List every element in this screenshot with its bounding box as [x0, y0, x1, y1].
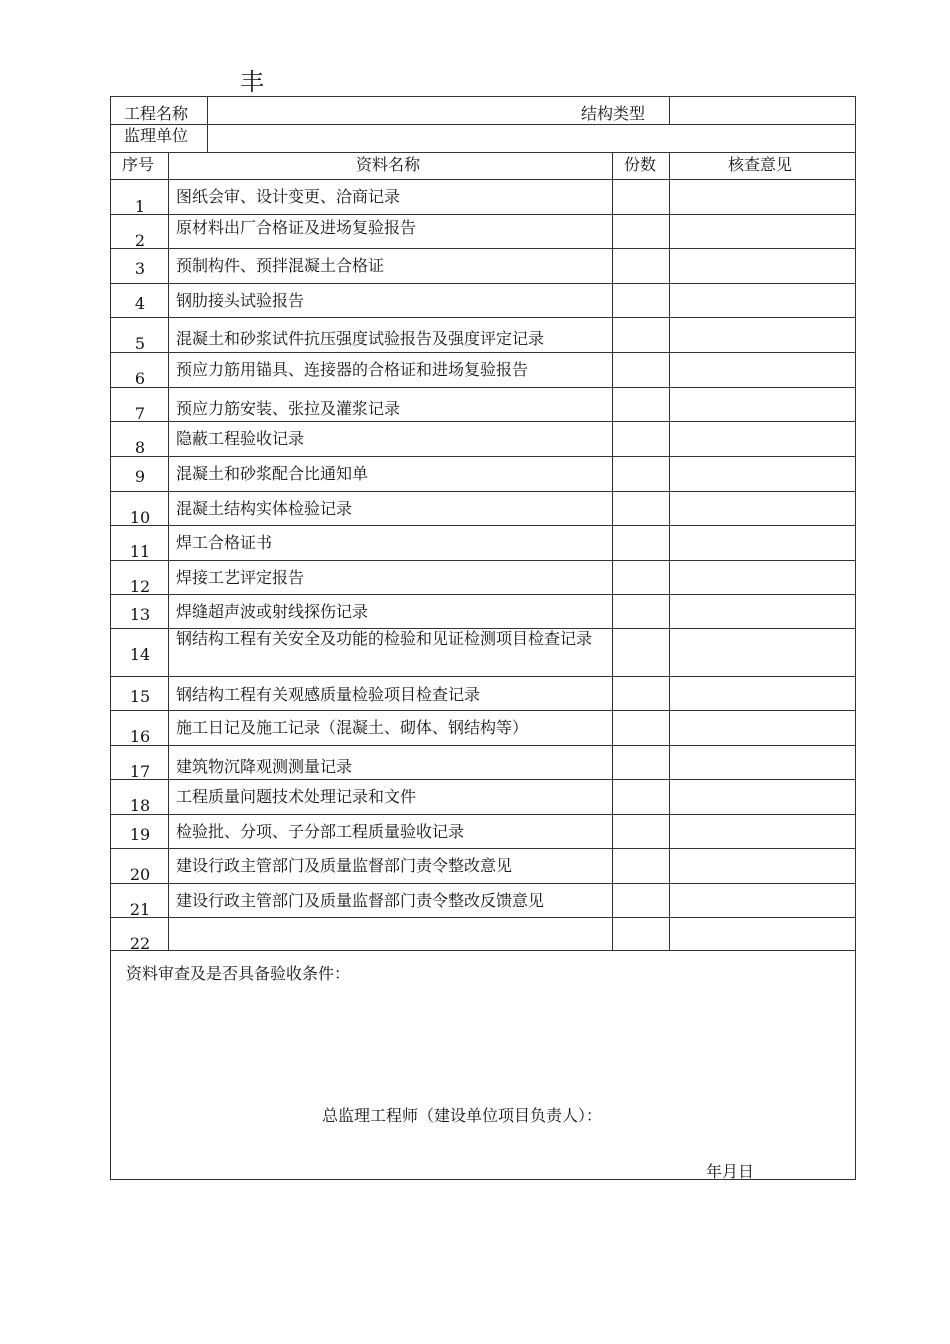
- opinion-cell[interactable]: [671, 850, 854, 878]
- copies-cell[interactable]: [614, 285, 667, 313]
- row-divider: [110, 152, 856, 153]
- review-conditions-field[interactable]: [124, 988, 844, 1088]
- row-divider: [110, 179, 856, 180]
- document-name: 混凝土和砂浆试件抗压强度试验报告及强度评定记录: [176, 329, 545, 348]
- row-number: 4: [134, 294, 146, 313]
- supervision-unit-label: 监理单位: [124, 126, 189, 145]
- row-divider: [110, 814, 856, 815]
- opinion-cell[interactable]: [671, 319, 854, 347]
- column-divider: [207, 96, 208, 152]
- document-name: 工程质量问题技术处理记录和文件: [176, 787, 417, 806]
- document-name: 检验批、分项、子分部工程质量验收记录: [176, 822, 465, 841]
- copies-cell[interactable]: [614, 319, 667, 347]
- document-name: 原材料出厂合格证及进场复验报告: [176, 218, 417, 237]
- row-divider: [110, 283, 856, 284]
- row-number: 6: [134, 369, 146, 388]
- column-divider: [612, 152, 613, 950]
- row-number: 18: [129, 796, 151, 815]
- row-divider: [110, 387, 856, 388]
- row-divider: [110, 317, 856, 318]
- row-divider: [110, 676, 856, 677]
- structure-type-field[interactable]: [672, 98, 852, 124]
- opinion-cell[interactable]: [671, 250, 854, 278]
- opinion-cell[interactable]: [671, 389, 854, 417]
- row-number: 20: [129, 865, 151, 884]
- row-number: 5: [134, 334, 146, 353]
- column-divider: [669, 96, 670, 124]
- row-divider: [110, 594, 856, 595]
- opinion-cell[interactable]: [671, 493, 854, 521]
- copies-cell[interactable]: [614, 816, 667, 844]
- copies-cell[interactable]: [614, 216, 667, 244]
- opinion-cell[interactable]: [671, 216, 854, 244]
- row-number: 13: [129, 605, 151, 624]
- row-divider: [110, 917, 856, 918]
- copies-cell[interactable]: [614, 389, 667, 417]
- document-name: 混凝土结构实体检验记录: [176, 499, 353, 518]
- copies-cell[interactable]: [614, 354, 667, 382]
- document-name: 施工日记及施工记录（混凝土、砌体、钢结构等）: [176, 718, 529, 737]
- row-divider: [110, 124, 856, 125]
- document-name: 焊缝超声波或射线探伤记录: [176, 602, 369, 621]
- copies-cell[interactable]: [614, 678, 667, 706]
- document-name: 混凝土和砂浆配合比通知单: [176, 464, 369, 483]
- opinion-cell[interactable]: [671, 885, 854, 913]
- copies-cell[interactable]: [614, 493, 667, 521]
- copies-cell[interactable]: [614, 596, 667, 624]
- column-header-copies: 份数: [624, 155, 657, 174]
- row-divider: [110, 491, 856, 492]
- row-number: 8: [134, 438, 146, 457]
- structure-type-label: 结构类型: [581, 104, 646, 123]
- project-name-label: 工程名称: [124, 104, 189, 123]
- copies-cell[interactable]: [614, 458, 667, 486]
- copies-cell[interactable]: [614, 712, 667, 740]
- opinion-cell[interactable]: [671, 285, 854, 313]
- row-divider: [110, 456, 856, 457]
- row-divider: [110, 745, 856, 746]
- project-name-field[interactable]: [210, 98, 570, 124]
- opinion-cell[interactable]: [671, 458, 854, 486]
- row-number: 1: [134, 197, 146, 216]
- opinion-cell[interactable]: [671, 747, 854, 775]
- row-number: 17: [129, 762, 151, 781]
- copies-cell[interactable]: [614, 181, 667, 209]
- column-header-name: 资料名称: [356, 155, 421, 174]
- copies-cell[interactable]: [614, 885, 667, 913]
- row-divider: [110, 560, 856, 561]
- copies-cell[interactable]: [614, 919, 667, 947]
- opinion-cell[interactable]: [671, 562, 854, 590]
- row-divider: [110, 710, 856, 711]
- opinion-cell[interactable]: [671, 354, 854, 382]
- chief-supervisor-signature-label: 总监理工程师（建设单位项目负责人）：: [322, 1106, 603, 1125]
- row-divider: [110, 248, 856, 249]
- row-divider: [110, 525, 856, 526]
- column-header-no: 序号: [122, 155, 155, 174]
- row-number: 15: [129, 687, 151, 706]
- opinion-cell[interactable]: [671, 181, 854, 209]
- row-number: 21: [129, 900, 151, 919]
- copies-cell[interactable]: [614, 250, 667, 278]
- copies-cell[interactable]: [614, 747, 667, 775]
- opinion-cell[interactable]: [671, 712, 854, 740]
- document-name: 钢结构工程有关安全及功能的检验和见证检测项目检查记录: [176, 629, 593, 648]
- document-name: 建设行政主管部门及质量监督部门责令整改意见: [176, 856, 513, 875]
- row-divider: [110, 352, 856, 353]
- row-divider: [110, 848, 856, 849]
- opinion-cell[interactable]: [671, 596, 854, 624]
- opinion-cell[interactable]: [671, 423, 854, 451]
- document-name: 焊工合格证书: [176, 533, 273, 552]
- document-name: 预应力筋安装、张拉及灌浆记录: [176, 399, 401, 418]
- document-name: 建筑物沉降观测测量记录: [176, 757, 353, 776]
- row-divider: [110, 421, 856, 422]
- row-number: 22: [129, 934, 151, 953]
- opinion-cell[interactable]: [671, 527, 854, 555]
- copies-cell[interactable]: [614, 423, 667, 451]
- row-number: 19: [129, 825, 151, 844]
- opinion-cell[interactable]: [671, 816, 854, 844]
- column-divider: [669, 152, 670, 950]
- date-label: 年月日: [706, 1162, 755, 1181]
- document-name: 建设行政主管部门及质量监督部门责令整改反馈意见: [176, 891, 545, 910]
- row-number: 11: [129, 542, 151, 561]
- copies-cell[interactable]: [614, 562, 667, 590]
- row-divider: [110, 950, 856, 951]
- review-conditions-label: 资料审查及是否具备验收条件：: [126, 964, 351, 983]
- copies-cell[interactable]: [614, 781, 667, 809]
- header-mark: 丰: [240, 68, 264, 96]
- row-divider: [110, 779, 856, 780]
- document-name: 图纸会审、设计变更、洽商记录: [176, 187, 401, 206]
- copies-cell[interactable]: [614, 850, 667, 878]
- row-number: 9: [134, 467, 146, 486]
- opinion-cell[interactable]: [671, 781, 854, 809]
- row-number: 16: [129, 727, 151, 746]
- row-divider: [110, 214, 856, 215]
- document-name: 焊接工艺评定报告: [176, 568, 305, 587]
- row-number: 10: [129, 508, 151, 527]
- row-divider: [110, 883, 856, 884]
- row-number: 2: [134, 231, 146, 250]
- opinion-cell[interactable]: [671, 630, 854, 658]
- document-name: 隐蔽工程验收记录: [176, 429, 305, 448]
- supervision-unit-field[interactable]: [210, 126, 850, 150]
- opinion-cell[interactable]: [671, 678, 854, 706]
- copies-cell[interactable]: [614, 630, 667, 658]
- row-number: 7: [134, 404, 146, 423]
- column-header-opinion: 核查意见: [728, 155, 793, 174]
- row-number: 12: [129, 577, 151, 596]
- document-name: 预应力筋用锚具、连接器的合格证和进场复验报告: [176, 360, 529, 379]
- document-name: 钢肋接头试验报告: [176, 291, 305, 310]
- row-number: 14: [129, 645, 151, 664]
- document-name: 预制构件、预拌混凝土合格证: [176, 256, 385, 275]
- row-number: 3: [134, 259, 146, 278]
- opinion-cell[interactable]: [671, 919, 854, 947]
- document-name: 钢结构工程有关观感质量检验项目检查记录: [176, 685, 481, 704]
- copies-cell[interactable]: [614, 527, 667, 555]
